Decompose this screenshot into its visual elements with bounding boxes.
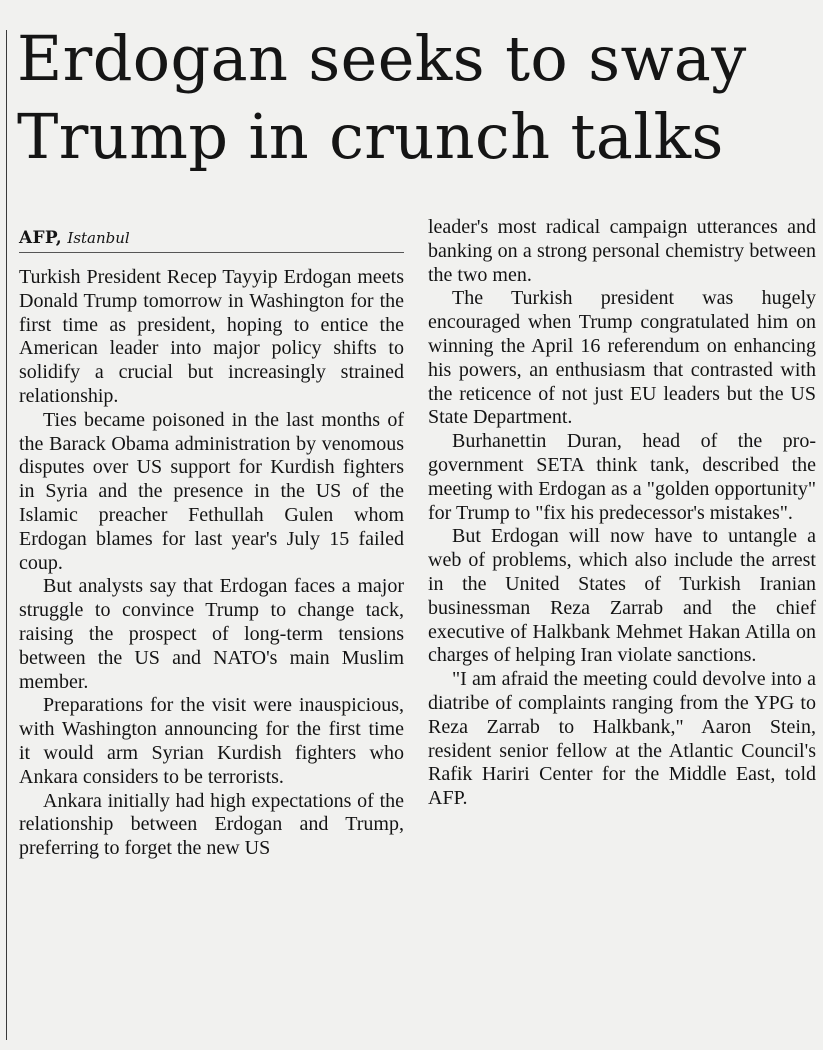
article-paragraph: Turkish President Recep Tayyip Erdogan meets Donald Trump tomorrow in Washington for the first time as president, hoping to entice the American leader into major policy shifts to solidify a crucial but increasingly strained relationship. bbox=[19, 266, 404, 407]
article-column-right bbox=[428, 216, 816, 811]
article-paragraph: But analysts say that Erdogan faces a major struggle to convince Trump to change tack, raising the prospect of long-term tensions between the US and NATO's main Muslim member. bbox=[19, 575, 404, 693]
article-paragraph: Ankara initially had high expectations of the relationship between Erdogan and Trump, preferring to forget the new US bbox=[19, 789, 404, 860]
byline-divider bbox=[19, 252, 404, 253]
article-paragraph: leader's most radical campaign utterances and banking on a strong personal chemistry between the two men. bbox=[428, 216, 816, 286]
byline bbox=[19, 228, 399, 248]
article-column-left bbox=[19, 266, 404, 861]
article-paragraph: Burhanettin Duran, head of the pro-government SETA think tank, described the meeting with Erdogan as a "golden opportunity" for Trump to "fix his predecessor's mistakes". bbox=[428, 430, 816, 524]
headline-line-2: Trump in crunch talks bbox=[17, 100, 724, 173]
article-paragraph: But Erdogan will now have to untangle a web of problems, which also include the arrest in the United States of Turkish Iranian businessman Reza Zarrab and the chief executive of Halkbank Mehmet Hakan Atilla on charges of helping Iran violate sanctions. bbox=[428, 525, 816, 667]
article-paragraph: The Turkish president was hugely encouraged when Trump congratulated him on winning the April 16 referendum on enhancing his powers, an enthusiasm that contrasted with the reticence of not just EU leaders but the US State Department. bbox=[428, 287, 816, 429]
headline-line-1: Erdogan seeks to sway bbox=[17, 22, 747, 95]
article-paragraph: Ties became poisoned in the last months of the Barack Obama administration by venomous disputes over US support for Kurdish fighters in Syria and the presence in the US of the Islamic preacher Fethullah Gulen whom Erdogan blames for last year's July 15 failed coup. bbox=[19, 408, 404, 574]
article-paragraph: "I am afraid the meeting could devolve into a diatribe of complaints ranging from the YPG to Reza Zarrab to Halkbank," Aaron Stein, resident senior fellow at the Atlantic Council's Rafik Hariri Center for the Middle East, told AFP. bbox=[428, 668, 816, 810]
column-rule bbox=[6, 30, 7, 1040]
article-paragraph: Preparations for the visit were inauspicious, with Washington announcing for the first time it would arm Syrian Kurdish fighters who Ankara considers to be terrorists. bbox=[19, 694, 404, 788]
byline-agency: AFP, bbox=[19, 228, 62, 248]
headline bbox=[17, 20, 817, 176]
byline-place: Istanbul bbox=[67, 229, 130, 247]
